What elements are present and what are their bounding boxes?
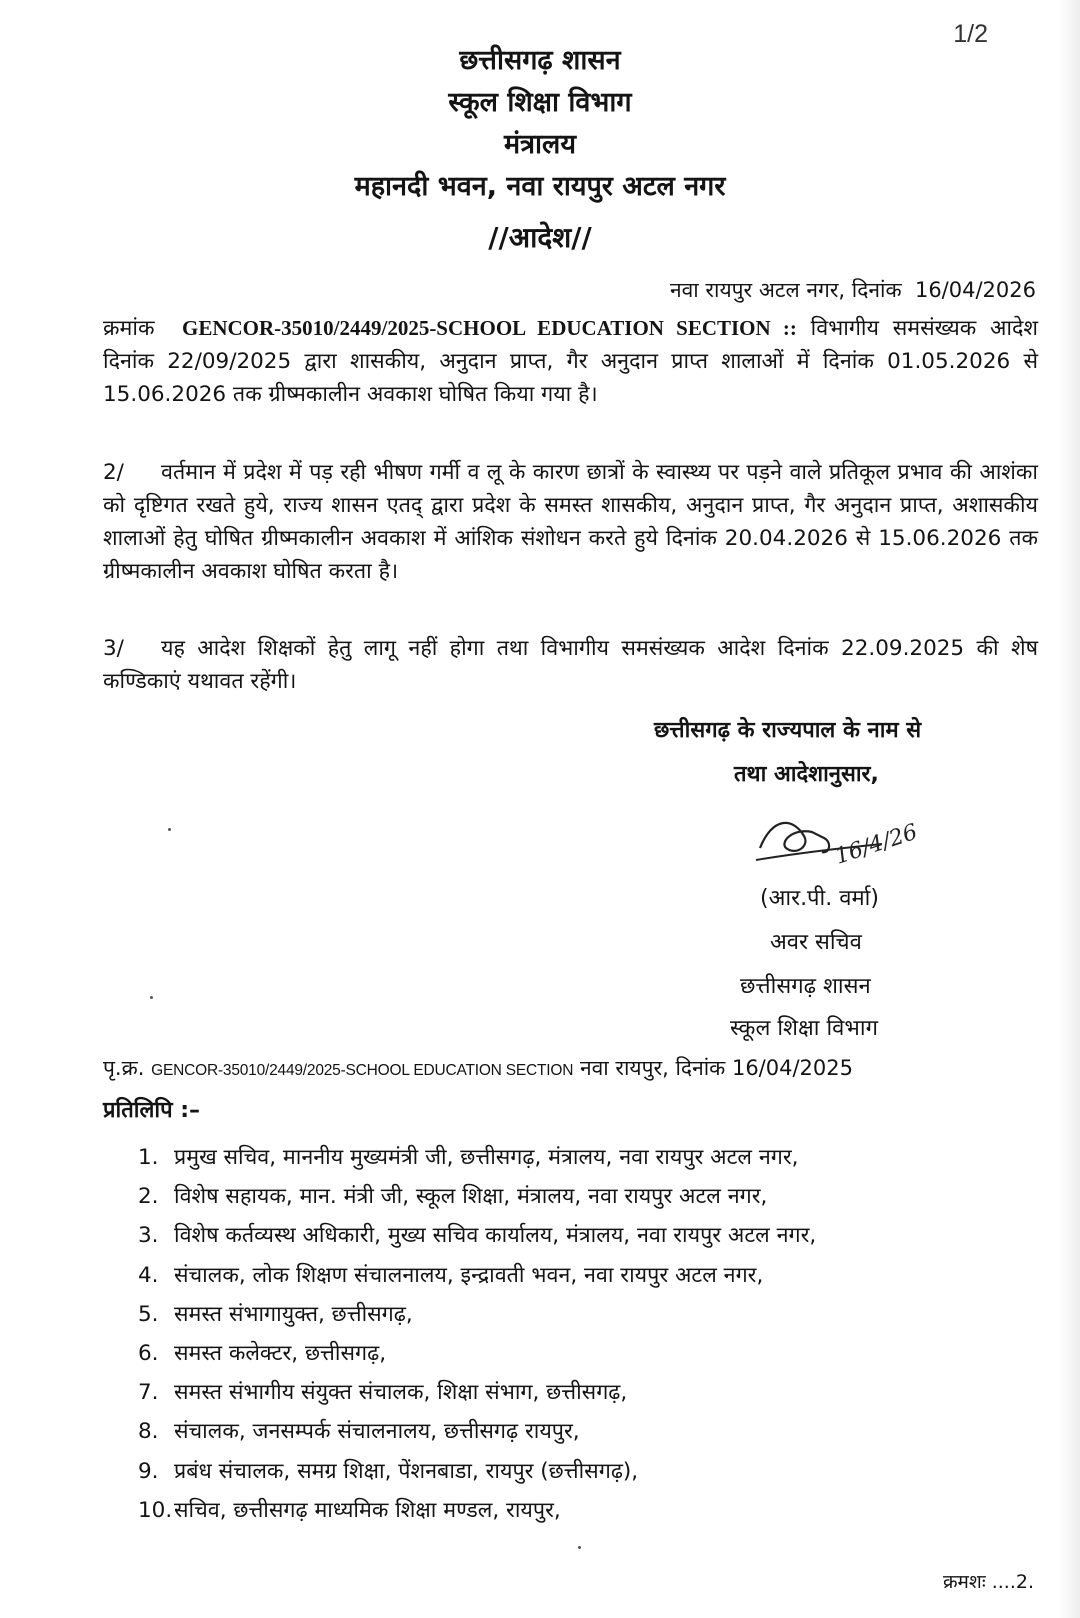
- header-government: छत्तीसगढ़ शासन: [459, 45, 621, 76]
- dateline-place: नवा रायपुर अटल नगर, दिनांक: [669, 278, 902, 302]
- list-item: 6. समस्त कलेक्टर, छत्तीसगढ़,: [138, 1340, 387, 1366]
- header-address: महानदी भवन, नवा रायपुर अटल नगर: [354, 171, 726, 202]
- paragraph-3-text: यह आदेश शिक्षकों हेतु लागू नहीं होगा तथा विभागीय समसंख्यक आदेश दिनांक 22.09.2025 की शेष कण्डिकाएं यथावत रहेंगी।: [103, 636, 1038, 694]
- paragraph-3: [103, 632, 1038, 698]
- signatory-name: (आर.पी. वर्मा): [760, 886, 879, 911]
- order-number-label: क्रमांक: [103, 316, 155, 341]
- order-reference: GENCOR-35010/2449/2025-SCHOOL EDUCATION SECTION ::: [181, 316, 797, 340]
- authority-line-1: छत्तीसगढ़ के राज्यपाल के नाम से: [654, 718, 922, 743]
- endorsement-reference: GENCOR-35010/2449/2025-SCHOOL EDUCATION SECTION: [151, 1062, 574, 1079]
- endorsement-line: [103, 1054, 1043, 1082]
- page-number: 1/2: [953, 20, 988, 48]
- header-department: स्कूल शिक्षा विभाग: [448, 87, 632, 118]
- paragraph-3-number: 3/: [103, 636, 124, 661]
- paragraph-2-number: 2/: [103, 460, 124, 485]
- paragraph-1-text: विभागीय समसंख्यक आदेश दिनांक 22/09/2025 द्वारा शासकीय, अनुदान प्राप्त, गैर अनुदान प्राप्त शालाओं में दिनांक 01.05.2026 से 15.06.2026 तक ग्रीष्मकालीन अवकाश घोषित किया गया है।: [103, 316, 1038, 407]
- list-item: 4. संचालक, लोक शिक्षण संचालनालय, इन्द्रावती भवन, नवा रायपुर अटल नगर,: [138, 1262, 764, 1288]
- list-item: 3. विशेष कर्तव्यस्थ अधिकारी, मुख्य सचिव कार्यालय, मंत्रालय, नवा रायपुर अटल नगर,: [138, 1223, 817, 1249]
- handwritten-signature: [752, 808, 952, 888]
- paragraph-1: [103, 312, 1038, 411]
- list-item: 2. विशेष सहायक, मान. मंत्री जी, स्कूल शिक्षा, मंत्रालय, नवा रायपुर अटल नगर,: [138, 1184, 768, 1210]
- paragraph-2-text: वर्तमान में प्रदेश में पड़ रही भीषण गर्मी व लू के कारण छात्रों के स्वास्थ्य पर पड़ने वाले प्रतिकूल प्रभाव की आशंका को दृष्टिगत रखते हुये, राज्य शासन एतद् द्वारा प्रदेश के समस्त शासकीय, अनुदान प्राप्त, गैर अनुदान प्राप्त, अशासकीय शालाओं हेतु घोषित ग्रीष्मकालीन अवकाश में आंशिक संशोधन करते हुये दिनांक 20.04.2026 से 15.06.2026 तक ग्रीष्मकालीन अवकाश घोषित करता है।: [103, 460, 1038, 584]
- order-title: //आदेश//: [488, 221, 592, 254]
- header-ministry: मंत्रालय: [503, 129, 576, 160]
- speck: [150, 996, 153, 999]
- continuation-marker: क्रमशः ....2.: [942, 1571, 1034, 1593]
- endorsement-label: पृ.क्र.: [103, 1056, 145, 1080]
- endorsement-place-date: नवा रायपुर, दिनांक 16/04/2025: [579, 1056, 853, 1080]
- copies-title: प्रतिलिपि :–: [103, 1098, 201, 1123]
- list-item: 10.सचिव, छत्तीसगढ़ माध्यमिक शिक्षा मण्डल, रायपुर,: [138, 1497, 561, 1523]
- list-item: 1. प्रमुख सचिव, माननीय मुख्यमंत्री जी, छत्तीसगढ़, मंत्रालय, नवा रायपुर अटल नगर,: [138, 1145, 799, 1170]
- dateline: [670, 276, 1036, 304]
- signature-date-scrawl: 16/4/26: [832, 819, 921, 870]
- speck: [168, 828, 171, 831]
- signatory-state: छत्तीसगढ़ शासन: [740, 974, 871, 999]
- dateline-date: 16/04/2026: [914, 278, 1036, 302]
- authority-line-2: तथा आदेशानुसार,: [734, 762, 879, 787]
- list-item: 7. समस्त संभागीय संयुक्त संचालक, शिक्षा संभाग, छत्तीसगढ़,: [138, 1380, 628, 1406]
- list-item: 9. प्रबंध संचालक, समग्र शिक्षा, पेंशनबाडा, रायपुर (छत्तीसगढ़),: [138, 1458, 639, 1484]
- list-item: 5. समस्त संभागायुक्त, छत्तीसगढ़,: [138, 1301, 413, 1327]
- signatory-designation: अवर सचिव: [770, 930, 862, 955]
- signatory-department: स्कूल शिक्षा विभाग: [730, 1016, 878, 1041]
- list-item: 8. संचालक, जनसम्पर्क संचालनालय, छत्तीसगढ़ रायपुर,: [138, 1419, 580, 1445]
- speck: [578, 1546, 581, 1549]
- copy-recipient-list: [138, 1138, 816, 1530]
- paragraph-2: [103, 456, 1038, 588]
